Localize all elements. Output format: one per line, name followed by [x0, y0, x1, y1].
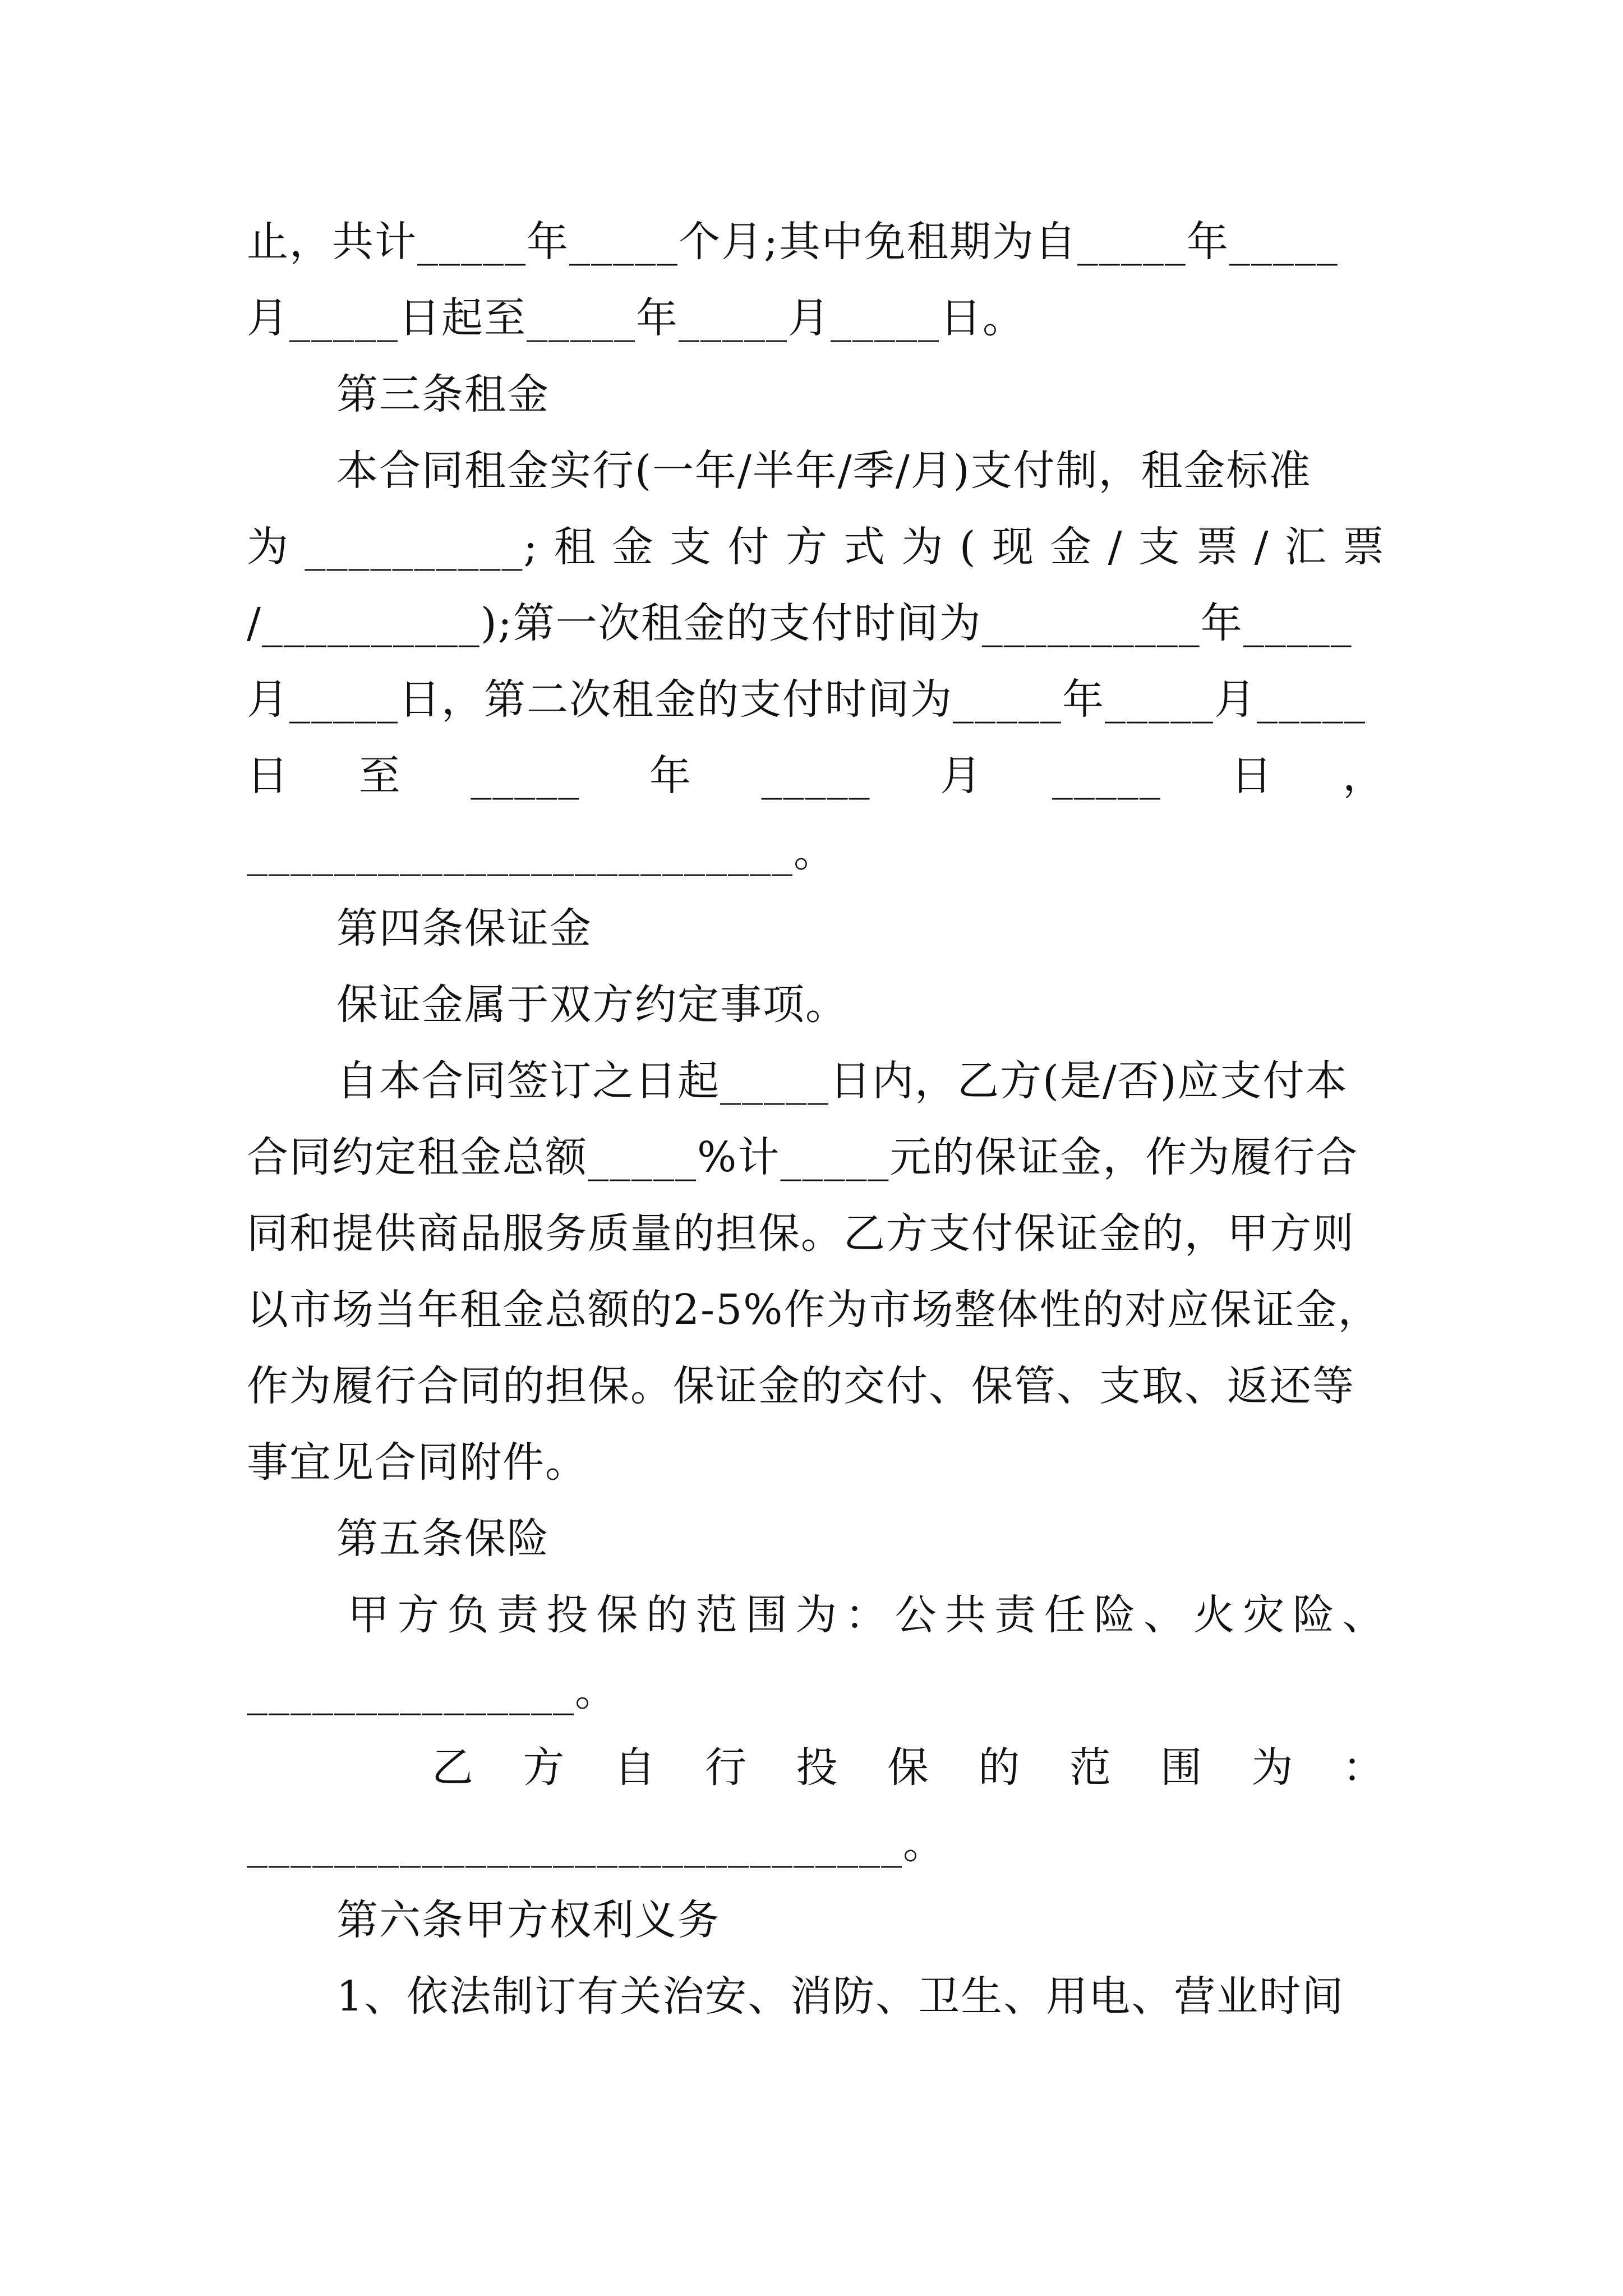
text-token: 范: [1069, 1743, 1112, 1792]
text-token: 范: [695, 1591, 739, 1639]
blank-field: __________;: [305, 523, 539, 571]
text-token: 行: [705, 1743, 748, 1792]
text-line: /__________);第一次租金的支付时间为__________年_____: [247, 599, 1353, 647]
text-token: 年: [649, 752, 692, 800]
text-token: 险: [1293, 1591, 1336, 1639]
text-token: 投: [546, 1591, 589, 1639]
section-heading-deposit: 第四条保证金: [336, 904, 592, 953]
text-token: 共: [944, 1591, 988, 1639]
text-line: 月_____日，第二次租金的支付时间为_____年_____月_____: [247, 675, 1366, 724]
text-token: 日: [247, 752, 289, 800]
text-token: 方: [523, 1743, 566, 1792]
text-token: 租: [554, 523, 597, 571]
text-token: 式: [843, 523, 887, 571]
text-token: 围: [745, 1591, 789, 1639]
text-token: ：: [845, 1591, 888, 1639]
blank-field: _____: [761, 752, 871, 800]
text-line: 作为履行合同的担保。保证金的交付、保管、支取、返还等: [247, 1362, 1355, 1410]
text-line: 止，共计_____年_____个月;其中免租期为自_____年_____: [247, 218, 1339, 266]
text-line: 事宜见合同附件。: [247, 1438, 588, 1487]
text-line: 本合同租金实行(一年/半年/季/月)支付制，租金标准: [336, 447, 1312, 495]
text-token: 任: [1044, 1591, 1087, 1639]
text-token: 责: [497, 1591, 540, 1639]
text-token: 金: [611, 523, 654, 571]
text-line: 同和提供商品服务质量的担保。乙方支付保证金的，甲方则: [247, 1209, 1355, 1258]
text-line: 自本合同签订之日起_____日内，乙方(是/否)应支付本: [336, 1057, 1348, 1105]
text-line-justified: [348, 1576, 1385, 1654]
text-token: 公: [895, 1591, 938, 1639]
text-line: 1、依法制订有关治安、消防、卫生、用电、营业时间: [336, 1972, 1345, 2021]
text-line: 月_____日起至_____年_____月_____日。: [247, 294, 1025, 342]
text-token: 付: [727, 523, 771, 571]
text-token: 票: [1196, 523, 1239, 571]
text-token: 围: [1160, 1743, 1204, 1792]
text-line-justified: [432, 1728, 1385, 1807]
text-line: 以市场当年租金总额的2-5%作为市场整体性的对应保证金，: [247, 1286, 1381, 1334]
text-line-justified: [247, 737, 1385, 815]
text-token: 保: [596, 1591, 639, 1639]
text-token: 乙: [432, 1743, 474, 1792]
section-heading-insurance: 第五条保险: [336, 1515, 550, 1563]
text-token: 现: [992, 523, 1035, 571]
text-token: 投: [796, 1743, 839, 1792]
text-token: 方: [785, 523, 828, 571]
text-line: 保证金属于双方约定事项。: [336, 981, 848, 1029]
text-token: ，: [1343, 752, 1385, 800]
text-token: 险: [1094, 1591, 1137, 1639]
text-token: 、: [1342, 1591, 1385, 1639]
text-token: 为: [795, 1591, 838, 1639]
text-token: 甲: [348, 1591, 390, 1639]
text-token: 、: [1144, 1591, 1186, 1639]
text-line: _______________。: [247, 1667, 617, 1715]
text-token: 责: [994, 1591, 1037, 1639]
text-token: (: [959, 523, 977, 571]
text-token: 票: [1343, 523, 1385, 571]
text-token: 支: [670, 523, 713, 571]
text-line: 合同约定租金总额_____%计_____元的保证金，作为履行合: [247, 1133, 1359, 1181]
text-token: 负: [447, 1591, 490, 1639]
blank-field: _____: [471, 752, 580, 800]
blank-field: _____: [1052, 752, 1161, 800]
text-token: 至: [358, 752, 402, 800]
text-token: 火: [1193, 1591, 1236, 1639]
text-token: 为: [247, 523, 289, 571]
text-token: 灾: [1243, 1591, 1286, 1639]
text-token: 为: [901, 523, 944, 571]
text-line: ______________________________。: [247, 1820, 946, 1868]
text-token: 保: [887, 1743, 930, 1792]
text-token: 自: [614, 1743, 657, 1792]
text-token: 金: [1050, 523, 1093, 571]
section-heading-rent: 第三条租金: [336, 370, 550, 418]
text-line: _________________________。: [247, 828, 836, 876]
text-token: 为: [1251, 1743, 1294, 1792]
text-token: 的: [646, 1591, 689, 1639]
text-token: 月: [940, 752, 983, 800]
text-token: /: [1108, 523, 1123, 571]
section-heading-landlord-rights: 第六条甲方权利义务: [336, 1896, 720, 1944]
text-token: /: [1254, 523, 1270, 571]
text-token: 方: [397, 1591, 440, 1639]
text-token: 支: [1138, 523, 1181, 571]
text-line-justified: [247, 508, 1385, 586]
text-token: ：: [1342, 1743, 1385, 1792]
text-token: 汇: [1284, 523, 1327, 571]
text-token: 的: [978, 1743, 1021, 1792]
text-token: 日: [1230, 752, 1274, 800]
